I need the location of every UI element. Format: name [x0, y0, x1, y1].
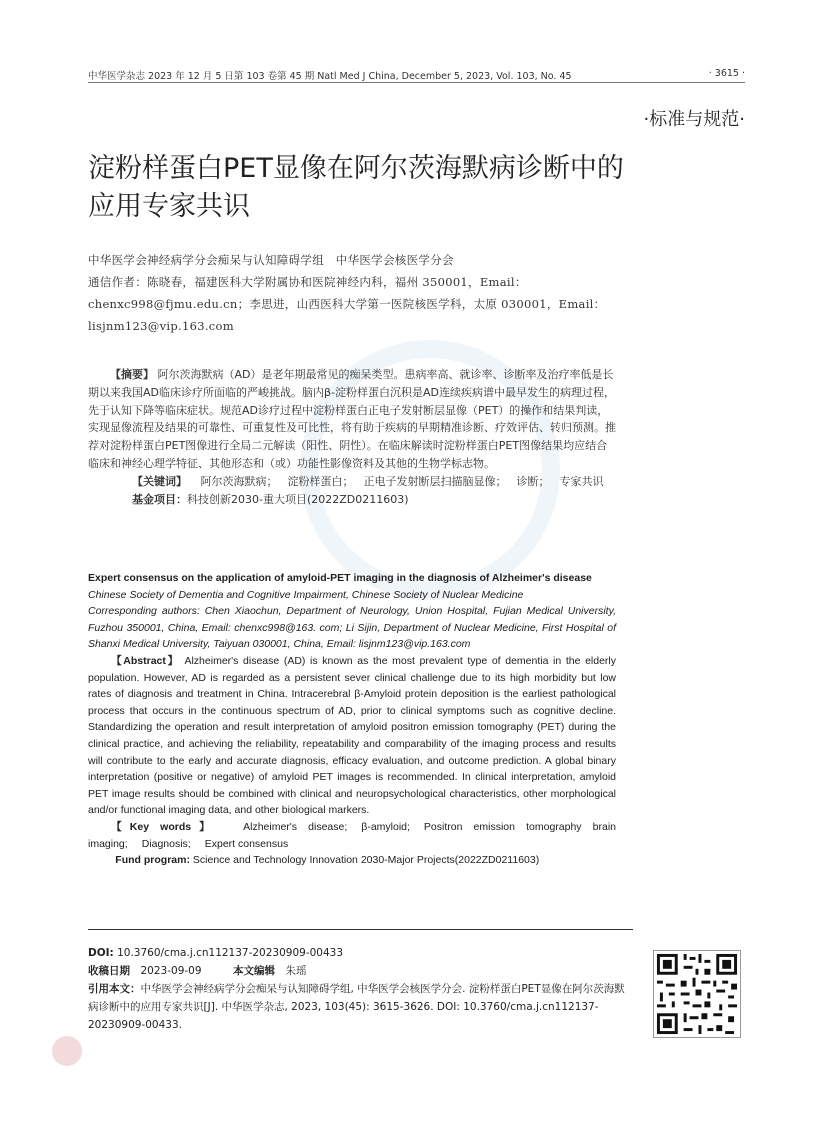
publisher-logo-icon — [52, 1036, 82, 1066]
author-groups: 中华医学会神经病学分会痴呆与认知障碍学组 中华医学会核医学分会 — [88, 253, 454, 267]
abstract-cn-body — [88, 366, 616, 473]
keyword-cn: 专家共识 — [559, 474, 604, 488]
citation-line — [88, 980, 633, 1034]
abstract-chinese — [88, 366, 616, 508]
qr-code[interactable] — [653, 950, 741, 1038]
keywords-cn-label: 【关键词】 — [132, 474, 187, 488]
keyword-cn: 阿尔茨海默病； — [200, 474, 278, 488]
abstract-english — [88, 570, 616, 869]
fund-en — [88, 852, 616, 869]
fund-cn-text: 科技创新2030-重大项目(2022ZD0211603) — [187, 492, 409, 506]
fund-cn-label: 基金项目： — [132, 492, 187, 506]
keywords-en-label: 【Key words】 — [111, 820, 218, 833]
keyword-cn: 诊断； — [516, 474, 550, 488]
received-date: 2023-09-09 — [140, 965, 202, 977]
corresponding-line-2: chenxc998@fjmu.edu.cn；李思进，山西医科大学第一医院核医学科，太原 030001，Email： — [88, 297, 606, 311]
editor-name: 朱瑶 — [285, 965, 307, 977]
corresponding-line-1: 通信作者：陈晓春，福建医科大学附属协和医院神经内科，福州 350001，Email： — [88, 275, 527, 289]
article-title: 淀粉样蛋白PET显像在阿尔茨海默病诊断中的应用专家共识 — [88, 153, 624, 222]
keyword-en: Diagnosis; — [141, 837, 191, 850]
corresponding-line-3: lisjnm123@vip.163.com — [88, 319, 234, 333]
keyword-cn: 淀粉样蛋白； — [287, 474, 354, 488]
fund-en-text: Science and Technology Innovation 2030-Major Projects(2022ZD0211603) — [192, 854, 540, 867]
editor-label: 本文编辑 — [233, 965, 276, 977]
english-abstract — [88, 653, 616, 819]
fund-en-label: Fund program: — [115, 854, 190, 867]
doi-line — [88, 944, 633, 962]
cite-label: 引用本文： — [88, 983, 141, 995]
received-label: 收稿日期 — [88, 965, 130, 977]
english-societies: Chinese Society of Dementia and Cognitive Impairment, Chinese Society of Nuclear Medicine — [88, 588, 524, 601]
english-corresponding: Corresponding authors: Chen Xiaochun, Department of Neurology, Union Hospital, Fujian Medical University, Fuzhou 350001, China, Email: chenxc998@163. com; Li Sijin, Department of Nuclear Medicine, First Hospital of Shanxi Medical University, Taiyuan 030001, China, Email: lisjnm123@vip.163.com — [88, 605, 616, 651]
journal-citation: 中华医学杂志 2023 年 12 月 5 日第 103 卷第 45 期 Natl Med J China, December 5, 2023, Vol. 103, No. 45 — [88, 71, 572, 82]
keyword-en: Positron emission tomography brain imaging; — [88, 820, 617, 850]
qr-code-icon — [654, 951, 740, 1037]
section-label: ·标准与规范· — [643, 109, 745, 130]
keywords-cn — [88, 473, 616, 491]
keyword-en: Expert consensus — [204, 837, 289, 850]
keyword-cn: 正电子发射断层扫描脑显像； — [363, 474, 507, 488]
fund-cn — [88, 491, 616, 509]
author-block — [88, 249, 648, 337]
doi-label: DOI: — [88, 947, 114, 959]
keyword-en: Alzheimer's disease; — [243, 820, 348, 833]
doi-link[interactable]: 10.3760/cma.j.cn112137-20230909-00433 — [117, 947, 344, 959]
abstract-en-label: 【Abstract】 — [111, 654, 180, 667]
abstract-cn-text: 阿尔茨海默病（AD）是老年期最常见的痴呆类型。患病率高、就诊率、诊断率及治疗率低是长期以来我国AD临床诊疗所面临的严峻挑战。脑内β-淀粉样蛋白沉积是AD连续疾病谱中最早发生的病理过程，先于认知下降等临床症状。规范AD诊疗过程中淀粉样蛋白正电子发射断层显像（PET）的操作和结果判读，实现显像流程及结果的可靠性、可重复性及可比性，将有助于疾病的早期精准诊断、疗效评估、转归预测。推荐对淀粉样蛋白PET图像进行全局二元解读（阳性、阴性）。在临床解读时淀粉样蛋白PET图像结果均应结合临床和神经心理学特征、其他形态和（或）功能性影像资料及其他的生物学标志物。 — [88, 368, 616, 470]
abstract-cn-label: 【摘要】 — [110, 368, 154, 381]
cite-text: 中华医学会神经病学分会痴呆与认知障碍学组, 中华医学会核医学分会. 淀粉样蛋白PET显像在阿尔茨海默病诊断中的应用专家共识[J]. 中华医学杂志, 2023, 103(45): 3615-3626. DOI: 10.3760/cma.j.cn112137-20230909-00433. — [88, 983, 625, 1031]
keywords-en — [88, 819, 616, 852]
page-number: · 3615 · — [708, 68, 745, 79]
keyword-en: β-amyloid; — [361, 820, 410, 833]
received-line — [88, 962, 633, 980]
abstract-en-text: Alzheimer's disease (AD) is known as the most prevalent type of dementia in the elderly population. However, AD is regarded as a persistent sever clinical challenge due to its high morbidity but low rates of diagnosis and treatment in China. Intracerebral β-Amyloid protein deposition is the earliest pathological process that occurs in the continuous spectrum of AD, prior to clinical symptoms such as cognitive decline. Standardizing the operation and result interpretation of amyloid positron emission tomography (PET) during the clinical practice, and achieving the reliability, repeatability and comparability of the imaging process and results will contribute to the early and accurate diagnosis, efficacy evaluation, and outcome prediction. A global binary interpretation (positive or negative) of amyloid PET images is recommended. In clinical interpretation, amyloid PET image results should be combined with clinical and neuropsychological characteristics, other morphological and/or functional imaging data, and other biological markers. — [88, 654, 616, 817]
footer-divider — [88, 929, 633, 930]
page-header — [88, 66, 745, 83]
english-title: Expert consensus on the application of amyloid-PET imaging in the diagnosis of Alzheimer's disease — [88, 572, 592, 584]
article-meta — [88, 944, 633, 1034]
